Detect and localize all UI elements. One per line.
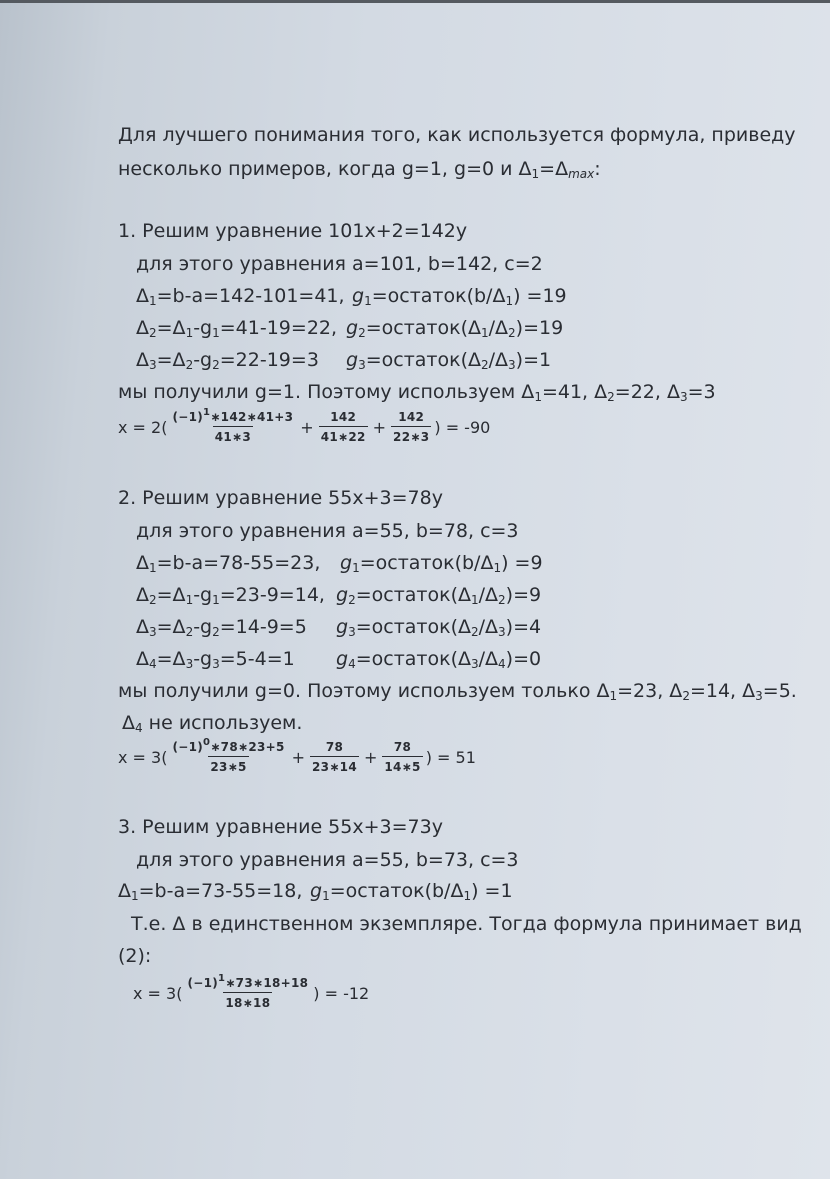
fraction: $\frac{(-1)^0∗78∗23+5}{23∗5}$ bbox=[172, 737, 285, 774]
example-2-conclusion: мы получили g=0. Поэтому используем только $\Delta_1=23$, $\Delta_2=14$, $\Delta_3=5$. bbox=[118, 680, 797, 703]
example-2-row-3: $\Delta_3=\Delta_2-g_2=14-9=5$ bbox=[136, 616, 307, 639]
example-2-note: $\Delta_4$ не используем. bbox=[122, 712, 303, 735]
example-2-params: для этого уравнения a=55, b=78, c=3 bbox=[136, 520, 519, 542]
example-3-params: для этого уравнения a=55, b=73, c=3 bbox=[136, 849, 519, 871]
example-1-row-3: $\Delta_3=\Delta_2-g_2=22-19=3$ bbox=[136, 349, 319, 372]
example-3-title: 3. Решим уравнение 55x+3=73y bbox=[118, 816, 443, 838]
example-2-row-2-remainder: $g_2=остаток(\Delta_1/\Delta_2)=9$ bbox=[336, 584, 542, 607]
fraction: $\frac{78}{23∗14}$ bbox=[312, 740, 357, 774]
fraction: $\frac{142}{22∗3}$ bbox=[393, 410, 430, 444]
example-1-params: для этого уравнения a=101, b=142, c=2 bbox=[136, 253, 543, 275]
example-1-row-1: $\Delta_1=b-a=142-101=41$, bbox=[136, 285, 345, 308]
example-3-row-1: $\Delta_1=b-a=73-55=18$, bbox=[118, 880, 303, 903]
intro-line-2: несколько примеров, когда g=1, g=0 и $\Delta_1=\Delta_{max}$: bbox=[118, 158, 601, 181]
fraction: $\frac{(-1)^1∗73∗18+18}{18∗18}$ bbox=[187, 973, 309, 1010]
example-2-row-4: $\Delta_4=\Delta_3-g_3=5-4=1$ bbox=[136, 648, 295, 671]
intro-line-1: Для лучшего понимания того, как используется формула, приведу bbox=[118, 124, 796, 146]
example-2-formula: x = 3( $\frac{(-1)^0∗78∗23+5}{23∗5}$ + $\frac{78}{23∗14}$ + $\frac{78}{14∗5}$ ) = 51 bbox=[118, 737, 476, 774]
fraction: $\frac{(-1)^1∗142∗41+3}{41∗3}$ bbox=[172, 407, 294, 444]
example-2-row-2: $\Delta_2=\Delta_1-g_1=23-9=14$, bbox=[136, 584, 325, 607]
example-1-title: 1. Решим уравнение 101x+2=142y bbox=[118, 220, 468, 242]
example-3-formula: x = 3( $\frac{(-1)^1∗73∗18+18}{18∗18}$ ) = -12 bbox=[133, 973, 370, 1010]
fraction: $\frac{142}{41∗22}$ bbox=[320, 410, 366, 444]
example-2-row-1-remainder: $g_1=остаток(b/\Delta_1) =9$ bbox=[340, 552, 543, 575]
example-3-note-1: Т.е. Δ в единственном экземпляре. Тогда формула принимает вид bbox=[131, 913, 802, 935]
example-1-row-2-remainder: $g_2=остаток(\Delta_1/\Delta_2)=19$ bbox=[346, 317, 564, 340]
fraction: $\frac{78}{14∗5}$ bbox=[384, 740, 421, 774]
example-2-row-3-remainder: $g_3=остаток(\Delta_2/\Delta_3)=4$ bbox=[336, 616, 542, 639]
example-2-row-4-remainder: $g_4=остаток(\Delta_3/\Delta_4)=0$ bbox=[336, 648, 542, 671]
example-2-title: 2. Решим уравнение 55x+3=78y bbox=[118, 487, 443, 509]
example-3-note-2: (2): bbox=[118, 945, 152, 967]
example-1-row-1-remainder: $g_1=остаток(b/\Delta_1) =19$ bbox=[352, 285, 567, 308]
example-1-row-2: $\Delta_2=\Delta_1-g_1=41-19=22$, bbox=[136, 317, 338, 340]
example-1-formula: x = 2( $\frac{(-1)^1∗142∗41+3}{41∗3}$ + $\frac{142}{41∗22}$ + $\frac{142}{22∗3}$ ) = -90 bbox=[118, 407, 491, 444]
example-1-row-3-remainder: $g_3=остаток(\Delta_2/\Delta_3)=1$ bbox=[346, 349, 552, 372]
example-3-row-1-remainder: $g_1=остаток(b/\Delta_1) =1$ bbox=[310, 880, 513, 903]
example-1-conclusion: мы получили g=1. Поэтому используем $\Delta_1=41$, $\Delta_2=22$, $\Delta_3=3$ bbox=[118, 381, 716, 404]
example-2-row-1: $\Delta_1=b-a=78-55=23$, bbox=[136, 552, 321, 575]
